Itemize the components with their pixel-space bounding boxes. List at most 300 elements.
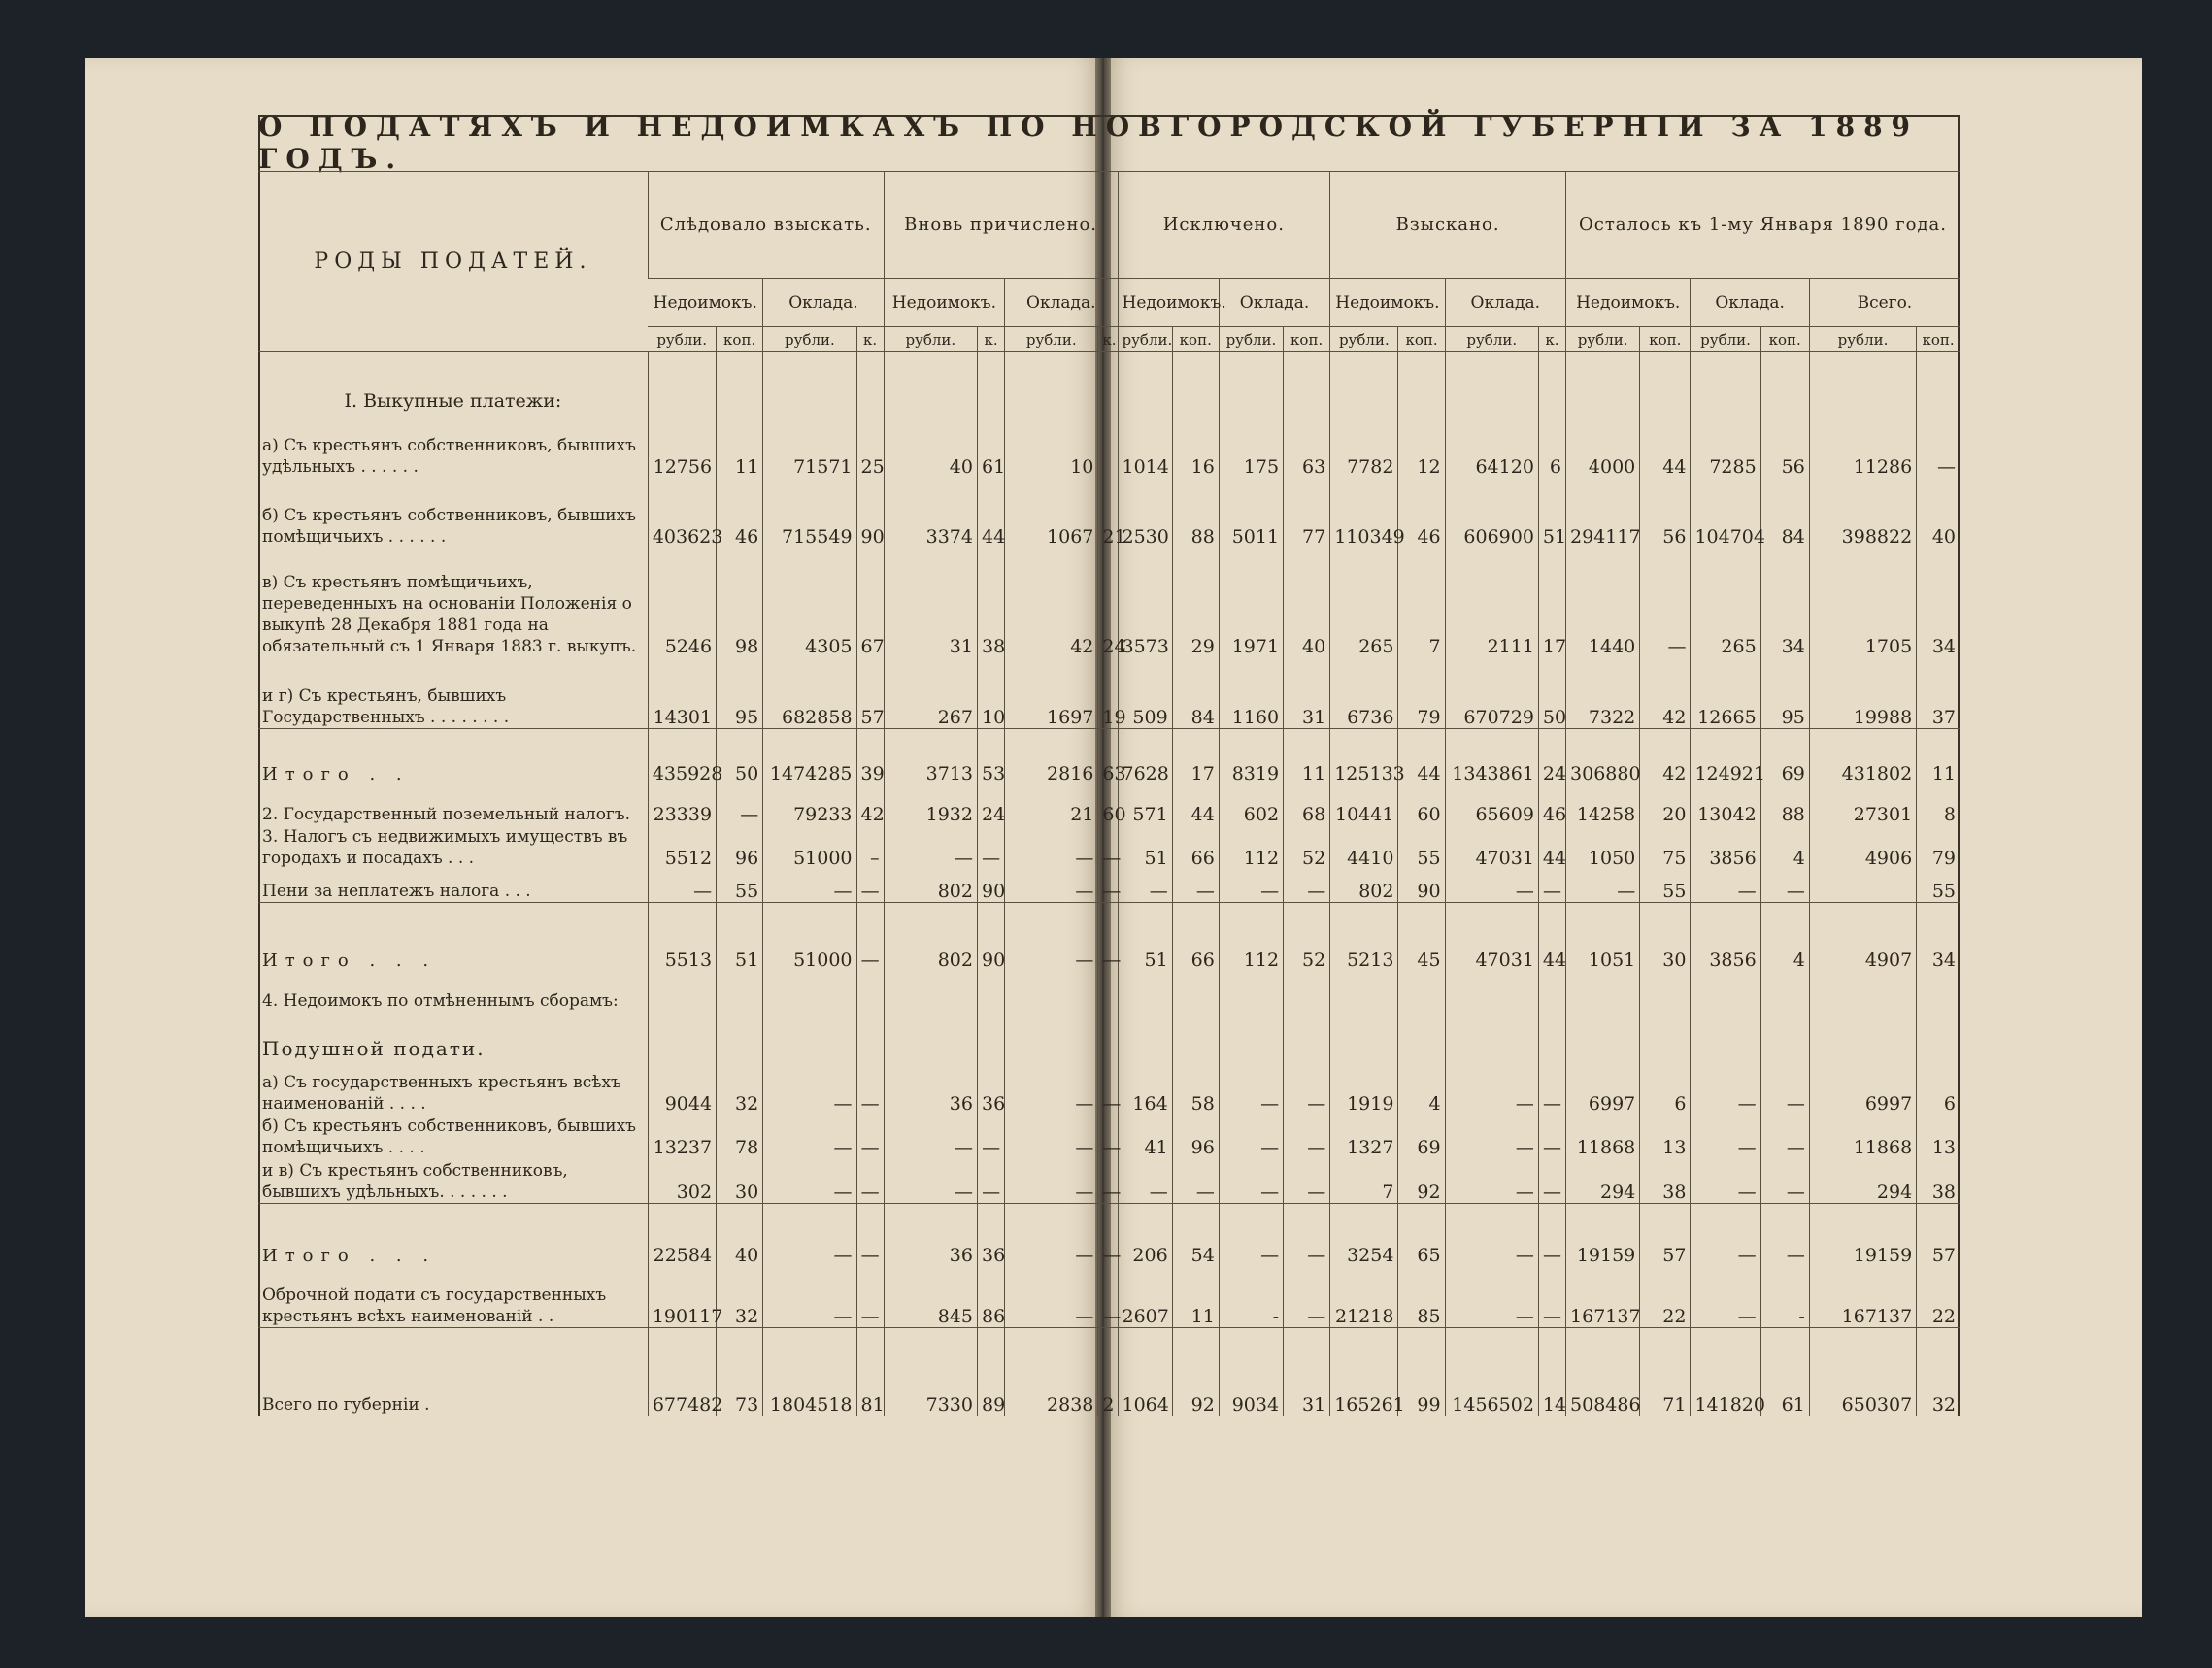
unit-rub: рубли. (884, 327, 977, 352)
cell-value: — (1691, 1115, 1760, 1158)
cell-value: 44 (1538, 903, 1565, 971)
cell-value: — (1098, 1060, 1118, 1114)
cell-value: 84 (1760, 478, 1809, 548)
unit-rub: рубли. (1809, 327, 1916, 352)
cell-value: 34 (1917, 903, 1960, 971)
table-row (258, 1204, 1960, 1266)
empty-cell (1219, 971, 1283, 1011)
cell-value: 3856 (1691, 903, 1760, 971)
cell-value: 5011 (1219, 478, 1283, 548)
cell-value: 5246 (648, 548, 716, 657)
cell-value: 17 (1538, 548, 1565, 657)
cell-value: 1051 (1566, 903, 1640, 971)
header-ostalos: Осталось къ 1-му Января 1890 года. (1566, 172, 1960, 279)
cell-value: 10 (1005, 412, 1098, 478)
cell-value: — (1445, 1266, 1538, 1328)
cell-value: — (1005, 825, 1098, 869)
sub-nedoimok: Недоимокъ. (1566, 279, 1691, 327)
cell-value: 90 (977, 903, 1004, 971)
cell-value: 606900 (1445, 478, 1538, 548)
cell-value: 32 (1917, 1327, 1960, 1416)
empty-cell (1284, 352, 1330, 413)
cell-value: 14301 (648, 657, 716, 729)
empty-cell (1640, 352, 1691, 413)
cell-value: 63 (1284, 412, 1330, 478)
row-label: б) Съ крестьянъ собственниковъ, бывшихъ помѣщичьихъ . . . . (262, 1116, 636, 1157)
empty-cell (1118, 1011, 1172, 1060)
cell-value: — (1691, 1060, 1760, 1114)
section-heading: I. Выкупные платежи: (344, 390, 562, 413)
empty-cell (1809, 352, 1916, 413)
empty-cell (648, 971, 716, 1011)
cell-value: 165261 (1330, 1327, 1398, 1416)
empty-cell (1538, 352, 1565, 413)
cell-value: 10 (977, 657, 1004, 729)
empty-cell (717, 352, 763, 413)
cell-value: 27301 (1809, 784, 1916, 824)
cell-value: 4 (1398, 1060, 1445, 1114)
cell-value: 46 (717, 478, 763, 548)
empty-cell (1917, 971, 1960, 1011)
cell-value: 92 (1398, 1158, 1445, 1204)
cell-value: 435928 (648, 729, 716, 785)
cell-value: 2530 (1118, 478, 1172, 548)
cell-value: 78 (717, 1115, 763, 1158)
cell-value: 508486 (1566, 1327, 1640, 1416)
cell-value: 4000 (1566, 412, 1640, 478)
cell-value: — (1640, 548, 1691, 657)
sub-oklada: Оклада. (1219, 279, 1329, 327)
cell-value: 38 (977, 548, 1004, 657)
header-vzyskano: Взыскано. (1330, 172, 1566, 279)
cell-value: 398822 (1809, 478, 1916, 548)
cell-value: 56 (1760, 412, 1809, 478)
cell-value: 86 (977, 1266, 1004, 1328)
cell-value: 90 (977, 869, 1004, 903)
cell-value: 670729 (1445, 657, 1538, 729)
cell-value: 19 (1098, 657, 1118, 729)
cell-value: 50 (717, 729, 763, 785)
cell-value: 167137 (1566, 1266, 1640, 1328)
cell-value: 1804518 (763, 1327, 856, 1416)
row-label: 3. Налогъ съ недвижимыхъ имуществъ въ городахъ и посадахъ . . . (262, 826, 628, 868)
cell-value: 715549 (763, 478, 856, 548)
cell-value: 55 (717, 869, 763, 903)
cell-value: — (1760, 1204, 1809, 1266)
cell-value: 3254 (1330, 1204, 1398, 1266)
cell-value: 6736 (1330, 657, 1398, 729)
header-sledovalo: Слѣдовало взыскать. (648, 172, 884, 279)
cell-value: 46 (1398, 478, 1445, 548)
cell-value: — (1538, 1266, 1565, 1328)
cell-value: — (1219, 1060, 1283, 1114)
row-label: б) Съ крестьянъ собственниковъ, бывшихъ помѣщичьихъ . . . . . . (262, 505, 636, 547)
unit-kop: коп. (1398, 327, 1445, 352)
cell-value: 42 (1640, 729, 1691, 785)
cell-value: 677482 (648, 1327, 716, 1416)
section-row (258, 352, 1960, 413)
cell-value: — (856, 1158, 884, 1204)
empty-cell (1691, 1011, 1760, 1060)
cell-value: 58 (1172, 1060, 1219, 1114)
cell-value: — (717, 784, 763, 824)
cell-value: 20 (1640, 784, 1691, 824)
cell-value: 306880 (1566, 729, 1640, 785)
empty-cell (1284, 971, 1330, 1011)
empty-cell (1398, 1011, 1445, 1060)
cell-value: — (763, 1204, 856, 1266)
cell-value: — (1284, 1115, 1330, 1158)
unit-rub: рубли. (1219, 327, 1283, 352)
cell-value: 1697 (1005, 657, 1098, 729)
unit-kop: коп. (1760, 327, 1809, 352)
cell-value: 2607 (1118, 1266, 1172, 1328)
unit-k: к. (1098, 327, 1118, 352)
cell-value: 31 (884, 548, 977, 657)
empty-cell (648, 352, 716, 413)
row-label: а) Съ государственныхъ крестьянъ всѣхъ наименованій . . . . (262, 1072, 621, 1114)
row-label: Итого . . . (258, 903, 648, 971)
empty-cell (1098, 352, 1118, 413)
cell-value: 14 (1538, 1327, 1565, 1416)
cell-value: 11868 (1809, 1115, 1916, 1158)
empty-cell (1330, 352, 1398, 413)
cell-value: 30 (1640, 903, 1691, 971)
cell-value: 13 (1640, 1115, 1691, 1158)
cell-value: — (1538, 1204, 1565, 1266)
empty-cell (1284, 1011, 1330, 1060)
cell-value: — (977, 1115, 1004, 1158)
cell-value: 40 (884, 412, 977, 478)
cell-value: 125133 (1330, 729, 1398, 785)
row-label: Итого . . (258, 729, 648, 785)
cell-value: 7628 (1118, 729, 1172, 785)
cell-value: 8 (1917, 784, 1960, 824)
empty-cell (856, 971, 884, 1011)
cell-value: 22584 (648, 1204, 716, 1266)
empty-cell (856, 352, 884, 413)
cell-value: 36 (977, 1204, 1004, 1266)
table-row (258, 412, 1960, 478)
section-heading: 4. Недоимокъ по отмѣненнымъ сборамъ: (262, 990, 619, 1011)
empty-cell (1760, 971, 1809, 1011)
cell-value: 12665 (1691, 657, 1760, 729)
cell-value: 54 (1172, 1204, 1219, 1266)
cell-value: 42 (1640, 657, 1691, 729)
row-label: Оброчной подати съ государственныхъ крестьянъ всѣхъ наименованій . . (262, 1284, 607, 1326)
cell-value: 2111 (1445, 548, 1538, 657)
sub-oklada: Оклада. (1691, 279, 1809, 327)
unit-kop: коп. (717, 327, 763, 352)
unit-rub: рубли. (1566, 327, 1640, 352)
empty-cell (1330, 971, 1398, 1011)
section-heading: Подушной подати. (262, 1037, 486, 1061)
cell-value: 1919 (1330, 1060, 1398, 1114)
cell-value: 164 (1118, 1060, 1172, 1114)
cell-value: 509 (1118, 657, 1172, 729)
cell-value: 77 (1284, 478, 1330, 548)
cell-value: 71 (1640, 1327, 1691, 1416)
cell-value: 52 (1284, 903, 1330, 971)
cell-value: — (884, 1115, 977, 1158)
cell-value: 96 (717, 825, 763, 869)
cell-value: 95 (1760, 657, 1809, 729)
cell-value: 16 (1172, 412, 1219, 478)
cell-value: 1050 (1566, 825, 1640, 869)
empty-cell (1005, 1011, 1098, 1060)
empty-cell (884, 352, 977, 413)
empty-cell (763, 352, 856, 413)
cell-value: — (856, 1204, 884, 1266)
cell-value: 51 (1118, 825, 1172, 869)
cell-value: — (856, 869, 884, 903)
cell-value: 302 (648, 1158, 716, 1204)
cell-value: 24 (1538, 729, 1565, 785)
cell-value: 60 (1398, 784, 1445, 824)
cell-value: 431802 (1809, 729, 1916, 785)
empty-cell (1219, 352, 1283, 413)
cell-value: 1971 (1219, 548, 1283, 657)
cell-value: 79 (1917, 825, 1960, 869)
cell-value: 2838 (1005, 1327, 1098, 1416)
cell-value: — (856, 1115, 884, 1158)
unit-rub: рубли. (1005, 327, 1098, 352)
sub-nedoimok: Недоимокъ. (884, 279, 1004, 327)
cell-value: 19159 (1566, 1204, 1640, 1266)
unit-k: к. (1538, 327, 1565, 352)
cell-value: 55 (1640, 869, 1691, 903)
cell-value: 112 (1219, 825, 1283, 869)
cell-value: 175 (1219, 412, 1283, 478)
cell-value: — (1445, 1115, 1538, 1158)
cell-value: 45 (1398, 903, 1445, 971)
empty-cell (1172, 1011, 1219, 1060)
empty-cell (1917, 352, 1960, 413)
cell-value: 51 (1118, 903, 1172, 971)
cell-value: — (1445, 1158, 1538, 1204)
cell-value: — (648, 869, 716, 903)
cell-value: 112 (1219, 903, 1283, 971)
cell-value: — (856, 903, 884, 971)
cell-value: — (1172, 869, 1219, 903)
cell-value: 52 (1284, 825, 1330, 869)
cell-value: 40 (717, 1204, 763, 1266)
cell-value: 98 (717, 548, 763, 657)
cell-value: 265 (1330, 548, 1398, 657)
cell-value: 36 (884, 1060, 977, 1114)
unit-rub: рубли. (1330, 327, 1398, 352)
cell-value: 21 (1005, 784, 1098, 824)
cell-value: 5512 (648, 825, 716, 869)
cell-value: 40 (1917, 478, 1960, 548)
empty-cell (1172, 971, 1219, 1011)
unit-kop: коп. (1917, 327, 1960, 352)
cell-value: 79233 (763, 784, 856, 824)
cell-value: 110349 (1330, 478, 1398, 548)
empty-cell (1760, 352, 1809, 413)
empty-cell (763, 1011, 856, 1060)
cell-value: — (856, 1060, 884, 1114)
cell-value: 802 (1330, 869, 1398, 903)
cell-value: 92 (1172, 1327, 1219, 1416)
cell-value: 46 (1538, 784, 1565, 824)
cell-value: — (763, 1266, 856, 1328)
row-label: 2. Государственный поземельный налогъ. (262, 804, 631, 824)
cell-value: 6 (1917, 1060, 1960, 1114)
cell-value: 61 (1760, 1327, 1809, 1416)
empty-cell (1566, 352, 1640, 413)
cell-value: 294 (1566, 1158, 1640, 1204)
cell-value: — (1098, 1266, 1118, 1328)
sub-oklada: Оклада. (763, 279, 884, 327)
cell-value: — (1538, 1158, 1565, 1204)
cell-value: 11 (1172, 1266, 1219, 1328)
cell-value: — (763, 1158, 856, 1204)
unit-k: к. (856, 327, 884, 352)
cell-value: 44 (1538, 825, 1565, 869)
cell-value: 36 (884, 1204, 977, 1266)
cell-value: — (1005, 869, 1098, 903)
cell-value: — (1691, 869, 1760, 903)
cell-value: 34 (1760, 548, 1809, 657)
cell-value: 294117 (1566, 478, 1640, 548)
empty-cell (1538, 971, 1565, 1011)
cell-value: — (1005, 1204, 1098, 1266)
cell-value: 11 (717, 412, 763, 478)
sub-nedoimok: Недоимокъ. (1118, 279, 1219, 327)
empty-cell (1330, 1011, 1398, 1060)
cell-value: - (1760, 1266, 1809, 1328)
table-row (258, 825, 1960, 869)
cell-value: 32 (717, 1266, 763, 1328)
empty-cell (1219, 1011, 1283, 1060)
cell-value: 96 (1172, 1115, 1219, 1158)
empty-cell (1005, 352, 1098, 413)
cell-value: — (884, 1158, 977, 1204)
empty-cell (648, 1011, 716, 1060)
table-row (258, 729, 1960, 785)
cell-value: — (1284, 1204, 1330, 1266)
sub-oklada: Оклада. (1005, 279, 1118, 327)
cell-value: 3374 (884, 478, 977, 548)
cell-value: 1343861 (1445, 729, 1538, 785)
cell-value: 3856 (1691, 825, 1760, 869)
cell-value: 7322 (1566, 657, 1640, 729)
header-rody: РОДЫ ПОДАТЕЙ. (258, 172, 648, 352)
cell-value: 89 (977, 1327, 1004, 1416)
cell-value: 42 (1005, 548, 1098, 657)
cell-value: 294 (1809, 1158, 1916, 1204)
empty-cell (1538, 1011, 1565, 1060)
cell-value: 9034 (1219, 1327, 1283, 1416)
empty-cell (1118, 971, 1172, 1011)
cell-value: 6997 (1809, 1060, 1916, 1114)
section-row (258, 1011, 1960, 1060)
cell-value (1809, 869, 1916, 903)
cell-value: — (1566, 869, 1640, 903)
cell-value: 13237 (648, 1115, 716, 1158)
cell-value: 190117 (648, 1266, 716, 1328)
cell-value: 5213 (1330, 903, 1398, 971)
empty-cell (1809, 971, 1916, 1011)
cell-value: 4305 (763, 548, 856, 657)
cell-value: 2 (1098, 1327, 1118, 1416)
cell-value: 25 (856, 412, 884, 478)
cell-value: — (1219, 1158, 1283, 1204)
cell-value: 1160 (1219, 657, 1283, 729)
cell-value: — (1098, 1204, 1118, 1266)
cell-value: — (1760, 1115, 1809, 1158)
cell-value: — (1538, 869, 1565, 903)
cell-value: 38 (1640, 1158, 1691, 1204)
cell-value: 1327 (1330, 1115, 1398, 1158)
empty-cell (1445, 1011, 1538, 1060)
cell-value: 10441 (1330, 784, 1398, 824)
cell-value: 5513 (648, 903, 716, 971)
cell-value: 30 (717, 1158, 763, 1204)
cell-value: 19159 (1809, 1204, 1916, 1266)
cell-value: 1705 (1809, 548, 1916, 657)
empty-cell (717, 971, 763, 1011)
empty-cell (884, 971, 977, 1011)
cell-value: 57 (856, 657, 884, 729)
unit-kop: коп. (1640, 327, 1691, 352)
table-row (258, 478, 1960, 548)
empty-cell (1398, 352, 1445, 413)
cell-value: — (1284, 1158, 1330, 1204)
cell-value: 17 (1172, 729, 1219, 785)
empty-cell (856, 1011, 884, 1060)
cell-value: 682858 (763, 657, 856, 729)
unit-k: к. (977, 327, 1004, 352)
cell-value: — (763, 1115, 856, 1158)
cell-value: 44 (977, 478, 1004, 548)
cell-value: 8319 (1219, 729, 1283, 785)
ledger-table (258, 171, 1960, 1416)
cell-value: — (884, 825, 977, 869)
unit-kop: коп. (1172, 327, 1219, 352)
cell-value: — (856, 1266, 884, 1328)
cell-value: 802 (884, 903, 977, 971)
cell-value: 206 (1118, 1204, 1172, 1266)
cell-value: 88 (1760, 784, 1809, 824)
unit-rub: рубли. (1691, 327, 1760, 352)
cell-value: — (1219, 869, 1283, 903)
empty-cell (1691, 971, 1760, 1011)
row-label: и г) Съ крестьянъ, бывшихъ Государственныхъ . . . . . . . . (262, 686, 510, 728)
cell-value: — (1691, 1266, 1760, 1328)
empty-cell (1398, 971, 1445, 1011)
cell-value: — (1005, 1115, 1098, 1158)
cell-value: 650307 (1809, 1327, 1916, 1416)
unit-rub: рубли. (648, 327, 716, 352)
cell-value: — (977, 825, 1004, 869)
cell-value: 13 (1917, 1115, 1960, 1158)
empty-cell (884, 1011, 977, 1060)
empty-cell (717, 1011, 763, 1060)
cell-value: 403623 (648, 478, 716, 548)
cell-value: 104704 (1691, 478, 1760, 548)
empty-cell (1098, 971, 1118, 1011)
cell-value: 69 (1398, 1115, 1445, 1158)
cell-value: 4410 (1330, 825, 1398, 869)
cell-value: 57 (1640, 1204, 1691, 1266)
cell-value: 4 (1760, 903, 1809, 971)
empty-cell (1640, 1011, 1691, 1060)
empty-cell (1172, 352, 1219, 413)
cell-value: 7782 (1330, 412, 1398, 478)
cell-value: — (1284, 1060, 1330, 1114)
